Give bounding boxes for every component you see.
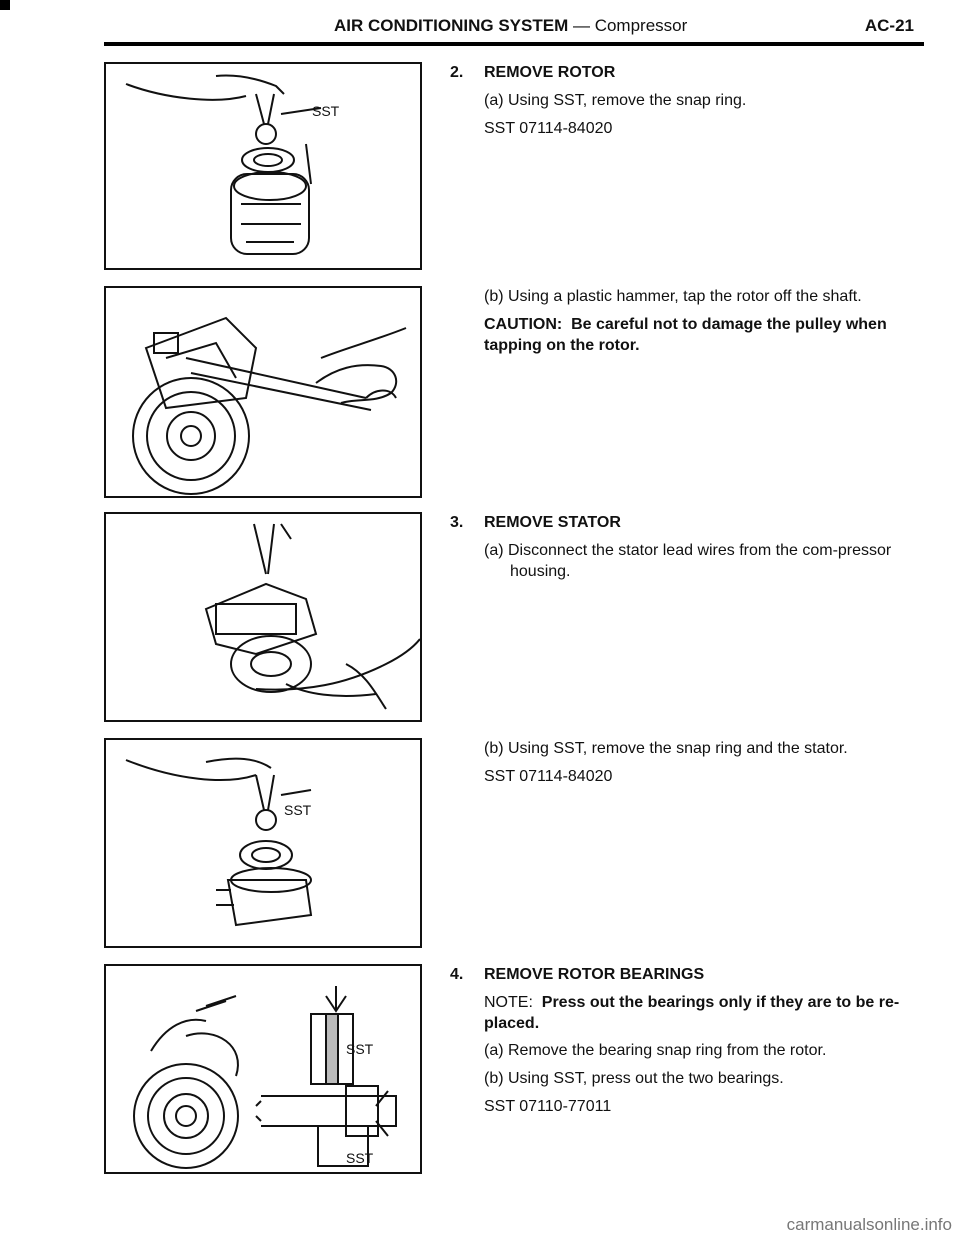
header-subsection: Compressor [594,16,688,35]
step-title: REMOVE STATOR [484,514,621,531]
figure-snap-ring-removal [104,62,422,270]
header-title [334,16,687,36]
page-number: AC-21 [864,16,914,35]
step-2b: (b) Using a plastic hammer, tap the rotor off the shaft. [484,288,862,305]
sst-label: SST [284,802,312,818]
bearing-press-illustration [106,966,420,1172]
step-4b: (b) Using SST, press out the two bearings. [484,1070,784,1087]
stator-removal-illustration [106,740,420,946]
sst-label: SST [346,1041,374,1057]
sst-label: SST [346,1150,374,1166]
page-corner-mark [0,0,10,10]
snap-ring-illustration [106,64,420,268]
step-number: 3. [450,514,464,531]
figure-stator-removal [104,738,422,948]
header-section: AIR CONDITIONING SYSTEM [334,16,569,35]
sst-label: SST [312,103,340,119]
watermark: carmanualsonline.info [786,1215,952,1234]
figure-bearing-press [104,964,422,1174]
step-number: 2. [450,64,464,81]
step-3b: (b) Using SST, remove the snap ring and the stator. [484,740,848,757]
caution-label: CAUTION: [484,316,563,333]
page-header [104,8,924,38]
step-number: 4. [450,966,464,983]
step-2a-sst: SST 07114-84020 [484,120,613,137]
step-2a: (a) Using SST, remove the snap ring. [484,92,747,109]
step-3b-sst: SST 07114-84020 [484,768,613,785]
caution-text: Be careful not to damage the pulley when tapping on the rotor. [484,316,887,354]
step-4-note [484,992,924,1034]
figure-plastic-hammer [104,286,422,498]
header-dash: — [572,16,590,35]
note-text: Press out the bearings only if they are to be re-placed. [484,994,900,1032]
step-4a: (a) Remove the bearing snap ring from the rotor. [484,1042,827,1059]
step-3a: (a) Disconnect the stator lead wires from the com-pressor housing. [484,542,892,580]
header-rule [104,42,924,46]
step-title: REMOVE ROTOR BEARINGS [484,966,705,983]
plastic-hammer-illustration [106,288,420,496]
step-4b-sst: SST 07110-77011 [484,1098,612,1115]
stator-lead-illustration [106,514,420,720]
step-2-caution [484,314,924,356]
step-title: REMOVE ROTOR [484,64,616,81]
note-label: NOTE: [484,994,533,1011]
figure-stator-lead-wires [104,512,422,722]
